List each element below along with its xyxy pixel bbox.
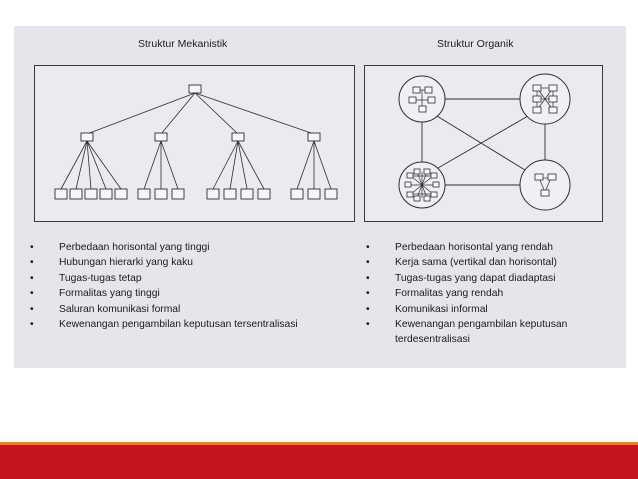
leaf-node xyxy=(55,189,67,199)
mechanistic-title: Struktur Mekanistik xyxy=(138,38,228,50)
leaf-node xyxy=(115,189,127,199)
list-item: • Saluran komunikasi formal xyxy=(30,303,181,315)
hierarchy-nodes xyxy=(55,85,337,199)
list-item: • Perbedaan horisontal yang tinggi xyxy=(30,242,210,253)
leaf-node xyxy=(241,189,253,199)
hierarchy-chart xyxy=(35,66,356,223)
mid-node xyxy=(81,133,93,141)
leaf-node xyxy=(308,189,320,199)
organic-diagram xyxy=(364,65,603,222)
list-item: • Perbedaan horisontal yang rendah xyxy=(366,242,554,253)
list-item: • Kewenangan pengambilan keputusan terdesentralisasi xyxy=(366,319,568,346)
leaf-node xyxy=(291,189,303,199)
top-node xyxy=(189,85,201,93)
leaf-node xyxy=(325,189,337,199)
organic-title: Struktur Organik xyxy=(437,38,514,50)
leaf-node xyxy=(138,189,150,199)
network-chart xyxy=(365,66,604,223)
mechanistic-bullets xyxy=(30,240,360,332)
leaf-node xyxy=(70,189,82,199)
mid-node xyxy=(308,133,320,141)
slide-figure xyxy=(14,26,626,368)
leaf-node xyxy=(224,189,236,199)
list-item: • Tugas-tugas tetap xyxy=(30,272,142,284)
list-item: • Formalitas yang tinggi xyxy=(30,288,160,300)
leaf-node xyxy=(155,189,167,199)
mid-node xyxy=(155,133,167,141)
list-item: • Tugas-tugas yang dapat diadaptasi xyxy=(366,272,556,284)
leaf-node xyxy=(172,189,184,199)
network-unit xyxy=(520,160,570,210)
mid-node xyxy=(232,133,244,141)
footer-bar xyxy=(0,445,638,479)
mechanistic-diagram xyxy=(34,65,355,222)
list-item: • Komunikasi informal xyxy=(366,303,488,315)
hierarchy-connectors xyxy=(61,93,331,189)
list-item: • Formalitas yang rendah xyxy=(366,288,504,300)
list-item: • Hubungan hierarki yang kaku xyxy=(30,257,193,269)
organic-bullets xyxy=(366,240,612,348)
list-item: • Kerja sama (vertikal dan horisontal) xyxy=(366,257,557,269)
leaf-node xyxy=(207,189,219,199)
leaf-node xyxy=(258,189,270,199)
leaf-node xyxy=(100,189,112,199)
list-item: • Kewenangan pengambilan keputusan tersentralisasi xyxy=(30,319,298,331)
leaf-node xyxy=(85,189,97,199)
